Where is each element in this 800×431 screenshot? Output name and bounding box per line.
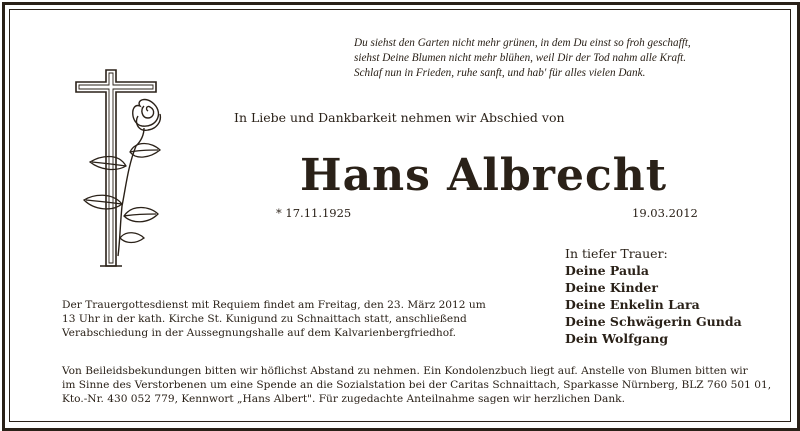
service-info [62,298,486,340]
mourner-name: Deine Kinder [565,280,658,295]
footer-note [62,364,771,406]
poem-line: Schlaf nun in Frieden, ruhe sanft, und hab' für alles vielen Dank. [354,67,646,79]
deceased-name: Hans Albrecht [300,150,668,201]
footer-line: Von Beileidsbekundungen bitten wir höflichst Abstand zu nehmen. Ein Kondolenzbuch liegt auf. Anstelle von Blumen bitten wir [62,365,748,377]
service-line: 13 Uhr in der kath. Kirche St. Kunigund zu Schnaittach statt, anschließend [62,313,467,325]
intro-text: In Liebe und Dankbarkeit nehmen wir Abschied von [234,110,565,125]
mourners-list [565,262,742,347]
mourner-name: Deine Enkelin Lara [565,297,700,312]
birth-date: * 17.11.1925 [276,206,352,220]
mourner-name: Dein Wolfgang [565,331,669,346]
poem-line: Du siehst den Garten nicht mehr grünen, in dem Du einst so froh geschafft, [354,37,691,49]
service-line: Der Trauergottesdienst mit Requiem findet am Freitag, den 23. März 2012 um [62,299,486,311]
mourner-name: Deine Schwägerin Gunda [565,314,742,329]
footer-line: im Sinne des Verstorbenen um eine Spende an die Sozialstation bei der Caritas Schnaittach, Sparkasse Nürnberg, BLZ 760 501 01, [62,379,772,391]
footer-line: Kto.-Nr. 430 052 779, Kennwort „Hans Albert". Für zugedachte Anteilnahme sagen wir herzlichen Dank. [62,393,625,405]
mourners-block [565,245,742,347]
mourners-label: In tiefer Trauer: [565,246,668,261]
poem-verse [354,36,774,81]
death-date: 19.03.2012 [632,206,698,220]
cross-with-rose-icon [60,66,172,272]
mourner-name: Deine Paula [565,263,650,278]
poem-line: siehst Deine Blumen nicht mehr blühen, weil Dir der Tod nahm alle Kraft. [354,52,687,64]
service-line: Verabschiedung in der Aussegnungshalle auf dem Kalvarienbergfriedhof. [62,327,457,339]
